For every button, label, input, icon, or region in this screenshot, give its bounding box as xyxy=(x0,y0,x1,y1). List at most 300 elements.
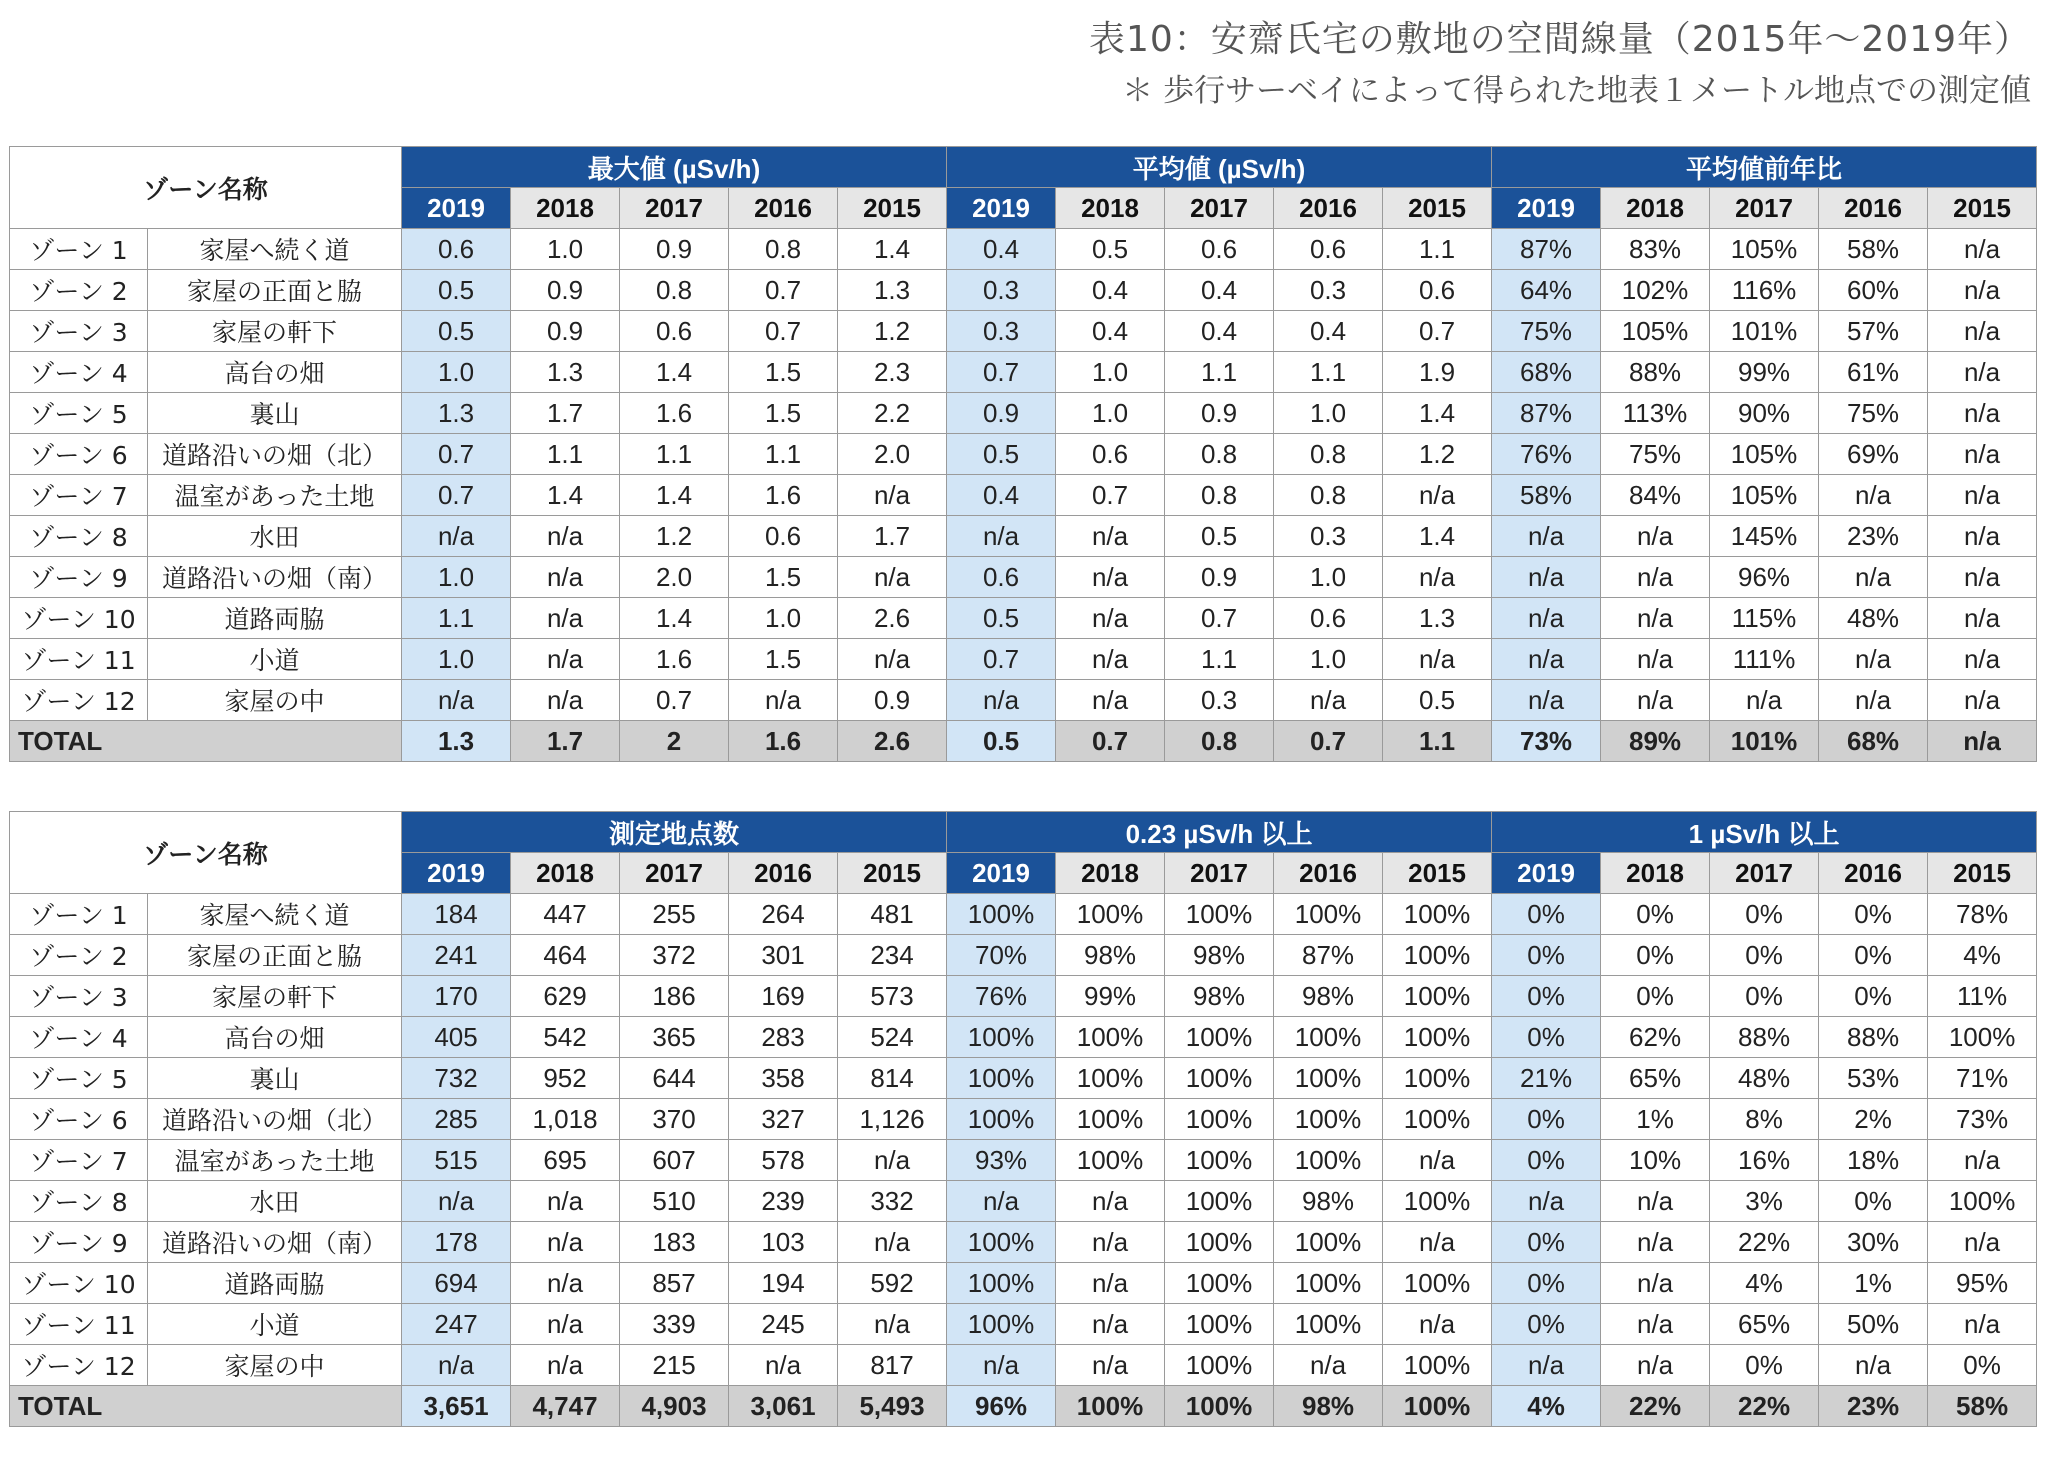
zone-name-header: ゾーン名称 xyxy=(10,147,402,229)
total-value-cell: 96% xyxy=(947,1386,1056,1427)
value-cell: 578 xyxy=(729,1140,838,1181)
value-cell: n/a xyxy=(1492,680,1601,721)
value-cell: 0% xyxy=(1492,976,1601,1017)
value-cell: 183 xyxy=(620,1222,729,1263)
value-cell: 1.2 xyxy=(838,311,947,352)
value-cell: 100% xyxy=(1165,1345,1274,1386)
table-row xyxy=(10,1222,2037,1263)
value-cell: 87% xyxy=(1492,229,1601,270)
year-header: 2015 xyxy=(838,188,947,229)
value-cell: 100% xyxy=(1383,935,1492,976)
zone-description: 高台の畑 xyxy=(148,1017,402,1058)
zone-description: 家屋へ続く道 xyxy=(148,229,402,270)
value-cell: n/a xyxy=(1601,680,1710,721)
total-value-cell: 0.7 xyxy=(1056,721,1165,762)
value-cell: 0.3 xyxy=(947,311,1056,352)
zone-description: 水田 xyxy=(148,516,402,557)
zone-description: 道路両脇 xyxy=(148,1263,402,1304)
value-cell: 695 xyxy=(511,1140,620,1181)
value-cell: 332 xyxy=(838,1181,947,1222)
year-header: 2019 xyxy=(947,188,1056,229)
value-cell: n/a xyxy=(1056,1222,1165,1263)
value-cell: 57% xyxy=(1819,311,1928,352)
value-cell: 0% xyxy=(1928,1345,2037,1386)
value-cell: 0.5 xyxy=(1383,680,1492,721)
value-cell: 1.4 xyxy=(1383,516,1492,557)
value-cell: n/a xyxy=(402,1181,511,1222)
value-cell: 0.7 xyxy=(402,475,511,516)
value-cell: 194 xyxy=(729,1263,838,1304)
value-cell: 75% xyxy=(1601,434,1710,475)
value-cell: 0.8 xyxy=(1165,475,1274,516)
value-cell: 100% xyxy=(1383,1345,1492,1386)
value-cell: n/a xyxy=(838,1304,947,1345)
zone-name: ゾーン 11 xyxy=(10,1304,148,1345)
value-cell: 105% xyxy=(1710,229,1819,270)
value-cell: 0.5 xyxy=(947,434,1056,475)
value-cell: 1.6 xyxy=(729,475,838,516)
value-cell: 170 xyxy=(402,976,511,1017)
value-cell: 100% xyxy=(947,1058,1056,1099)
value-cell: 98% xyxy=(1165,976,1274,1017)
value-cell: 0.3 xyxy=(1274,516,1383,557)
zone-description: 道路両脇 xyxy=(148,598,402,639)
value-cell: n/a xyxy=(1928,434,2037,475)
value-cell: 1.0 xyxy=(511,229,620,270)
value-cell: n/a xyxy=(1928,639,2037,680)
value-cell: 0% xyxy=(1492,1304,1601,1345)
table-row xyxy=(10,229,2037,270)
value-cell: 75% xyxy=(1492,311,1601,352)
value-cell: 0.7 xyxy=(947,639,1056,680)
value-cell: 0% xyxy=(1492,1263,1601,1304)
value-cell: n/a xyxy=(1056,1181,1165,1222)
value-cell: 102% xyxy=(1601,270,1710,311)
table-row xyxy=(10,598,2037,639)
zone-name-header: ゾーン名称 xyxy=(10,812,402,894)
total-value-cell: 100% xyxy=(1165,1386,1274,1427)
value-cell: 70% xyxy=(947,935,1056,976)
value-cell: 1.0 xyxy=(1274,557,1383,598)
zone-description: 水田 xyxy=(148,1181,402,1222)
value-cell: 0.7 xyxy=(620,680,729,721)
value-cell: 0.5 xyxy=(947,598,1056,639)
value-cell: n/a xyxy=(511,1181,620,1222)
value-cell: 145% xyxy=(1710,516,1819,557)
value-cell: 0.5 xyxy=(402,311,511,352)
value-cell: 0.6 xyxy=(947,557,1056,598)
value-cell: 58% xyxy=(1819,229,1928,270)
total-value-cell: 5,493 xyxy=(838,1386,947,1427)
year-header: 2016 xyxy=(1274,853,1383,894)
year-header: 2015 xyxy=(1383,853,1492,894)
total-value-cell: 4,747 xyxy=(511,1386,620,1427)
value-cell: n/a xyxy=(1601,557,1710,598)
value-cell: n/a xyxy=(1601,1263,1710,1304)
value-cell: 1.1 xyxy=(620,434,729,475)
value-cell: 285 xyxy=(402,1099,511,1140)
value-cell: 952 xyxy=(511,1058,620,1099)
value-cell: 0.7 xyxy=(1056,475,1165,516)
value-cell: n/a xyxy=(1928,1222,2037,1263)
table-row xyxy=(10,352,2037,393)
year-header: 2017 xyxy=(1165,188,1274,229)
value-cell: n/a xyxy=(1492,516,1601,557)
year-header: 2017 xyxy=(620,853,729,894)
value-cell: 83% xyxy=(1601,229,1710,270)
value-cell: 98% xyxy=(1165,935,1274,976)
total-value-cell: 1.1 xyxy=(1383,721,1492,762)
value-cell: 1% xyxy=(1601,1099,1710,1140)
value-cell: 53% xyxy=(1819,1058,1928,1099)
value-cell: n/a xyxy=(1056,598,1165,639)
value-cell: 0.5 xyxy=(1056,229,1165,270)
value-cell: n/a xyxy=(1819,639,1928,680)
value-cell: 301 xyxy=(729,935,838,976)
value-cell: 0% xyxy=(1710,1345,1819,1386)
table-row xyxy=(10,1304,2037,1345)
value-cell: 71% xyxy=(1928,1058,2037,1099)
year-header: 2019 xyxy=(947,853,1056,894)
value-cell: 48% xyxy=(1710,1058,1819,1099)
value-cell: n/a xyxy=(1056,639,1165,680)
value-cell: n/a xyxy=(402,680,511,721)
value-cell: 0.8 xyxy=(1165,434,1274,475)
total-value-cell: 1.7 xyxy=(511,721,620,762)
year-header: 2017 xyxy=(620,188,729,229)
zone-description: 家屋の中 xyxy=(148,680,402,721)
value-cell: 98% xyxy=(1274,976,1383,1017)
value-cell: 60% xyxy=(1819,270,1928,311)
total-value-cell: 3,651 xyxy=(402,1386,511,1427)
value-cell: 1.0 xyxy=(1056,393,1165,434)
value-cell: 0.9 xyxy=(838,680,947,721)
value-cell: n/a xyxy=(838,639,947,680)
value-cell: 0.4 xyxy=(1056,311,1165,352)
zone-description: 道路沿いの畑（南） xyxy=(148,1222,402,1263)
table-row xyxy=(10,311,2037,352)
value-cell: n/a xyxy=(1928,1140,2037,1181)
value-cell: 23% xyxy=(1819,516,1928,557)
value-cell: 247 xyxy=(402,1304,511,1345)
value-cell: 58% xyxy=(1492,475,1601,516)
table-row xyxy=(10,434,2037,475)
year-header: 2018 xyxy=(1601,853,1710,894)
value-cell: 1.0 xyxy=(1274,393,1383,434)
value-cell: 115% xyxy=(1710,598,1819,639)
value-cell: n/a xyxy=(947,1345,1056,1386)
value-cell: n/a xyxy=(1819,475,1928,516)
table-row xyxy=(10,976,2037,1017)
zone-description: 家屋の正面と脇 xyxy=(148,270,402,311)
value-cell: 1.4 xyxy=(511,475,620,516)
value-cell: 100% xyxy=(1383,1017,1492,1058)
value-cell: 18% xyxy=(1819,1140,1928,1181)
value-cell: 100% xyxy=(1383,894,1492,935)
value-cell: 1.6 xyxy=(620,393,729,434)
value-cell: 75% xyxy=(1819,393,1928,434)
value-cell: n/a xyxy=(511,557,620,598)
value-cell: n/a xyxy=(1492,1345,1601,1386)
value-cell: n/a xyxy=(1274,1345,1383,1386)
value-cell: 0% xyxy=(1710,976,1819,1017)
year-header: 2017 xyxy=(1710,853,1819,894)
zone-description: 裏山 xyxy=(148,1058,402,1099)
value-cell: 30% xyxy=(1819,1222,1928,1263)
value-cell: 0.7 xyxy=(402,434,511,475)
total-value-cell: 4% xyxy=(1492,1386,1601,1427)
value-cell: 1.7 xyxy=(838,516,947,557)
value-cell: 100% xyxy=(947,1263,1056,1304)
total-row xyxy=(10,721,2037,762)
zone-name: ゾーン 3 xyxy=(10,976,148,1017)
value-cell: 100% xyxy=(1165,1099,1274,1140)
value-cell: n/a xyxy=(1601,598,1710,639)
value-cell: 0.9 xyxy=(511,270,620,311)
table-row xyxy=(10,1017,2037,1058)
zone-name: ゾーン 8 xyxy=(10,1181,148,1222)
total-value-cell: 68% xyxy=(1819,721,1928,762)
page-subtitle: ＊ 歩行サーベイによって得られた地表１メートル地点での測定値 xyxy=(1122,73,2031,109)
zone-description: 家屋の正面と脇 xyxy=(148,935,402,976)
value-cell: 100% xyxy=(1383,976,1492,1017)
value-cell: 90% xyxy=(1710,393,1819,434)
value-cell: n/a xyxy=(1928,475,2037,516)
zone-description: 道路沿いの畑（南） xyxy=(148,557,402,598)
table-row xyxy=(10,1345,2037,1386)
value-cell: 0.6 xyxy=(1383,270,1492,311)
year-header: 2018 xyxy=(511,188,620,229)
value-cell: 2.6 xyxy=(838,598,947,639)
value-cell: 1.5 xyxy=(729,352,838,393)
value-cell: 0.3 xyxy=(947,270,1056,311)
value-cell: 100% xyxy=(1274,1058,1383,1099)
total-value-cell: 22% xyxy=(1601,1386,1710,1427)
value-cell: 1.0 xyxy=(1274,639,1383,680)
year-header: 2015 xyxy=(1383,188,1492,229)
value-cell: n/a xyxy=(511,1222,620,1263)
value-cell: 0.6 xyxy=(1274,598,1383,639)
value-cell: 100% xyxy=(1165,1304,1274,1345)
value-cell: 0.9 xyxy=(1165,393,1274,434)
zone-name: ゾーン 7 xyxy=(10,1140,148,1181)
value-cell: 1.3 xyxy=(1383,598,1492,639)
group-header-row xyxy=(10,812,2037,853)
value-cell: 0% xyxy=(1710,894,1819,935)
value-cell: 0.7 xyxy=(729,270,838,311)
total-value-cell: 89% xyxy=(1601,721,1710,762)
value-cell: n/a xyxy=(511,680,620,721)
value-cell: 2.0 xyxy=(838,434,947,475)
year-header: 2019 xyxy=(402,853,511,894)
value-cell: 100% xyxy=(1056,1058,1165,1099)
value-cell: 405 xyxy=(402,1017,511,1058)
table-row xyxy=(10,270,2037,311)
value-cell: 111% xyxy=(1710,639,1819,680)
value-cell: 0% xyxy=(1819,976,1928,1017)
value-cell: n/a xyxy=(1601,1222,1710,1263)
value-cell: n/a xyxy=(1928,680,2037,721)
value-cell: 1.4 xyxy=(620,475,729,516)
value-cell: 1.1 xyxy=(1165,352,1274,393)
value-cell: 100% xyxy=(1383,1263,1492,1304)
zone-name: ゾーン 6 xyxy=(10,1099,148,1140)
table-row xyxy=(10,935,2037,976)
value-cell: 100% xyxy=(947,1304,1056,1345)
value-cell: n/a xyxy=(1928,352,2037,393)
value-cell: 0.8 xyxy=(620,270,729,311)
value-cell: n/a xyxy=(947,680,1056,721)
zone-name: ゾーン 4 xyxy=(10,352,148,393)
total-label: TOTAL xyxy=(10,1386,402,1427)
year-header: 2019 xyxy=(402,188,511,229)
value-cell: 100% xyxy=(1274,1140,1383,1181)
value-cell: 101% xyxy=(1710,311,1819,352)
value-cell: 0% xyxy=(1492,894,1601,935)
total-value-cell: 1.6 xyxy=(729,721,838,762)
table-row xyxy=(10,680,2037,721)
total-row xyxy=(10,1386,2037,1427)
value-cell: 100% xyxy=(1274,1017,1383,1058)
value-cell: 283 xyxy=(729,1017,838,1058)
value-cell: 1.3 xyxy=(402,393,511,434)
value-cell: 524 xyxy=(838,1017,947,1058)
value-cell: n/a xyxy=(1601,516,1710,557)
value-cell: n/a xyxy=(1492,639,1601,680)
year-header: 2018 xyxy=(511,853,620,894)
value-cell: 100% xyxy=(1165,1017,1274,1058)
value-cell: n/a xyxy=(1928,557,2037,598)
value-cell: 116% xyxy=(1710,270,1819,311)
value-cell: 100% xyxy=(947,894,1056,935)
value-cell: 372 xyxy=(620,935,729,976)
measurement-points-table xyxy=(9,811,2037,1427)
value-cell: 1.0 xyxy=(402,639,511,680)
value-cell: 339 xyxy=(620,1304,729,1345)
group-header: 0.23 µSv/h 以上 xyxy=(947,812,1492,853)
value-cell: n/a xyxy=(1056,516,1165,557)
year-header: 2017 xyxy=(1165,853,1274,894)
value-cell: 16% xyxy=(1710,1140,1819,1181)
value-cell: 0.4 xyxy=(1165,311,1274,352)
zone-name: ゾーン 2 xyxy=(10,935,148,976)
value-cell: 1,018 xyxy=(511,1099,620,1140)
value-cell: 100% xyxy=(947,1017,1056,1058)
value-cell: 370 xyxy=(620,1099,729,1140)
value-cell: 1.5 xyxy=(729,393,838,434)
value-cell: n/a xyxy=(1383,475,1492,516)
value-cell: 2.2 xyxy=(838,393,947,434)
total-value-cell: n/a xyxy=(1928,721,2037,762)
value-cell: 88% xyxy=(1710,1017,1819,1058)
value-cell: 4% xyxy=(1710,1263,1819,1304)
value-cell: 1.9 xyxy=(1383,352,1492,393)
group-header: 平均値前年比 xyxy=(1492,147,2037,188)
total-value-cell: 98% xyxy=(1274,1386,1383,1427)
value-cell: 105% xyxy=(1710,434,1819,475)
value-cell: n/a xyxy=(1492,598,1601,639)
value-cell: 87% xyxy=(1274,935,1383,976)
table-row xyxy=(10,516,2037,557)
zone-description: 高台の畑 xyxy=(148,352,402,393)
year-header: 2016 xyxy=(1819,188,1928,229)
zone-name: ゾーン 6 xyxy=(10,434,148,475)
value-cell: 0% xyxy=(1492,1222,1601,1263)
value-cell: 644 xyxy=(620,1058,729,1099)
table-row xyxy=(10,1058,2037,1099)
value-cell: 22% xyxy=(1710,1222,1819,1263)
total-value-cell: 2.6 xyxy=(838,721,947,762)
value-cell: 0% xyxy=(1819,935,1928,976)
value-cell: n/a xyxy=(1819,557,1928,598)
zone-name: ゾーン 1 xyxy=(10,229,148,270)
value-cell: n/a xyxy=(511,516,620,557)
value-cell: 0.3 xyxy=(1274,270,1383,311)
value-cell: 0.9 xyxy=(1165,557,1274,598)
value-cell: 48% xyxy=(1819,598,1928,639)
value-cell: 0% xyxy=(1819,1181,1928,1222)
table-row xyxy=(10,894,2037,935)
value-cell: 215 xyxy=(620,1345,729,1386)
zone-description: 小道 xyxy=(148,1304,402,1345)
value-cell: 0% xyxy=(1710,935,1819,976)
value-cell: 0.7 xyxy=(947,352,1056,393)
value-cell: 1.2 xyxy=(1383,434,1492,475)
value-cell: 1.1 xyxy=(1274,352,1383,393)
total-value-cell: 58% xyxy=(1928,1386,2037,1427)
value-cell: 169 xyxy=(729,976,838,1017)
total-value-cell: 1.3 xyxy=(402,721,511,762)
value-cell: 1,126 xyxy=(838,1099,947,1140)
value-cell: 100% xyxy=(1165,1181,1274,1222)
value-cell: 0.9 xyxy=(620,229,729,270)
table-row xyxy=(10,475,2037,516)
table-row xyxy=(10,1263,2037,1304)
value-cell: 1.2 xyxy=(620,516,729,557)
page-title: 表10：安齋氏宅の敷地の空間線量（2015年〜2019年） xyxy=(1088,19,2031,60)
value-cell: 96% xyxy=(1710,557,1819,598)
total-value-cell: 23% xyxy=(1819,1386,1928,1427)
value-cell: 0.4 xyxy=(1165,270,1274,311)
value-cell: n/a xyxy=(838,1140,947,1181)
value-cell: n/a xyxy=(1601,1345,1710,1386)
value-cell: n/a xyxy=(1928,598,2037,639)
value-cell: 100% xyxy=(1056,1017,1165,1058)
value-cell: 365 xyxy=(620,1017,729,1058)
total-value-cell: 0.8 xyxy=(1165,721,1274,762)
total-value-cell: 100% xyxy=(1056,1386,1165,1427)
zone-description: 道路沿いの畑（北） xyxy=(148,434,402,475)
value-cell: 0.4 xyxy=(947,475,1056,516)
value-cell: 50% xyxy=(1819,1304,1928,1345)
value-cell: n/a xyxy=(1928,229,2037,270)
value-cell: 100% xyxy=(1274,1099,1383,1140)
value-cell: 0% xyxy=(1601,935,1710,976)
value-cell: 241 xyxy=(402,935,511,976)
zone-name: ゾーン 9 xyxy=(10,557,148,598)
table-row xyxy=(10,639,2037,680)
total-value-cell: 73% xyxy=(1492,721,1601,762)
zone-name: ゾーン 10 xyxy=(10,1263,148,1304)
value-cell: n/a xyxy=(1274,680,1383,721)
value-cell: 0.8 xyxy=(1274,475,1383,516)
value-cell: n/a xyxy=(1492,557,1601,598)
value-cell: 694 xyxy=(402,1263,511,1304)
value-cell: 1.1 xyxy=(402,598,511,639)
value-cell: 1.3 xyxy=(511,352,620,393)
value-cell: 113% xyxy=(1601,393,1710,434)
zone-name: ゾーン 1 xyxy=(10,894,148,935)
